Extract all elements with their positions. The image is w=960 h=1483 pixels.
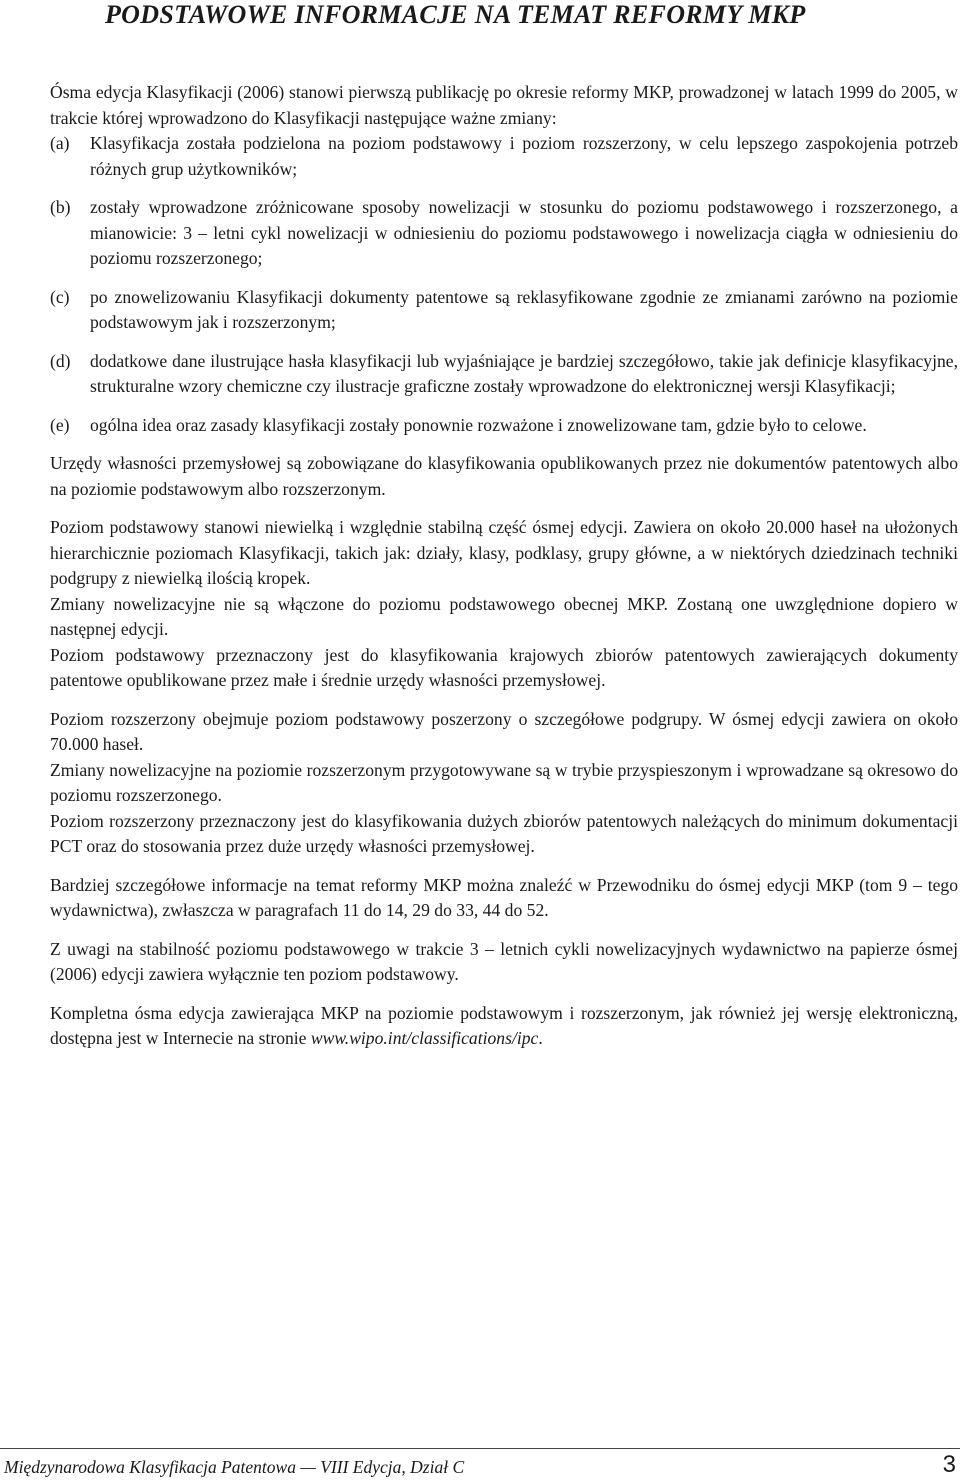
changes-list bbox=[50, 131, 958, 438]
list-item-label: (a) bbox=[50, 133, 70, 153]
list-item bbox=[50, 131, 958, 182]
list-item bbox=[50, 285, 958, 336]
paragraph-internet-edition bbox=[50, 1001, 958, 1052]
footer-title: Międzynarodowa Klasyfikacja Patentowa — VIII Edycja, Dział C bbox=[4, 1457, 465, 1477]
document-body bbox=[50, 80, 958, 1052]
list-item-text: dodatkowe dane ilustrujące hasła klasyfikacji lub wyjaśniające je bardziej szczegółowo, takie jak definicje klasyfikacyjne, strukturalne wzory chemiczne czy ilustracje graficzne zostały wprowadzone do elektronicznej wersji Klasyfikacji; bbox=[90, 350, 958, 396]
list-item bbox=[50, 349, 958, 400]
paragraph-internet-end: . bbox=[538, 1028, 543, 1048]
paragraph-print-edition: Z uwagi na stabilność poziomu podstawowego w trakcie 3 – letnich cykli nowelizacyjnych wydawnictwo na papierze ósmej (2006) edycji zawiera wyłącznie ten poziom podstawowy. bbox=[50, 938, 958, 984]
paragraph-internet-text: Kompletna ósma edycja zawierająca MKP na poziomie podstawowym i rozszerzonym, jak również jej wersję elektroniczną, dostępna jest w Internecie na stronie bbox=[50, 1002, 958, 1048]
list-item-label: (e) bbox=[50, 414, 70, 435]
list-item-label: (d) bbox=[50, 350, 71, 371]
paragraph-advanced-revisions: Zmiany nowelizacyjne na poziomie rozszerzonym przygotowywane są w trybie przyspieszonym i wprowadzane są okresowo do poziomu rozszerzonego. bbox=[50, 759, 958, 805]
list-item-text: zostały wprowadzone zróżnicowane sposoby nowelizacji w stosunku do poziomu podstawowego i rozszerzonego, a mianowicie: 3 – letni cykl nowelizacji w odniesieniu do poziomu podstawowego i nowelizacja ciągła w odniesieniu do poziomu rozszerzonego; bbox=[90, 197, 958, 268]
list-item bbox=[50, 195, 958, 272]
paragraph-advanced-purpose: Poziom rozszerzony przeznaczony jest do klasyfikowania dużych zbiorów patentowych należących do minimum dokumentacji PCT oraz do stosowania przez duże urzędy własności przemysłowej. bbox=[50, 810, 958, 856]
page-title: PODSTAWOWE INFORMACJE NA TEMAT REFORMY MKP bbox=[105, 0, 806, 29]
list-item-text: ogólna idea oraz zasady klasyfikacji zostały ponownie rozważone i znowelizowane tam, gdzie było to celowe. bbox=[90, 414, 867, 435]
list-item-text: Klasyfikacja została podzielona na poziom podstawowy i poziom rozszerzony, w celu lepszego zaspokojenia potrzeb różnych grup użytkowników; bbox=[90, 133, 958, 179]
paragraph-core-level: Poziom podstawowy stanowi niewielką i względnie stabilną część ósmej edycji. Zawiera on około 20.000 haseł na ułożonych hierarchicznie poziomach Klasyfikacji, takich jak: działy, klasy, podklasy, grupy główne, a w niektórych dziedzinach techniki podgrupy z niewielką ilością kropek. bbox=[50, 517, 958, 588]
list-item-label: (c) bbox=[50, 286, 70, 307]
intro-paragraph: Ósma edycja Klasyfikacji (2006) stanowi pierwszą publikację po okresie reformy MKP, prowadzonej w latach 1999 do 2005, w trakcie której wprowadzono do Klasyfikacji następujące ważne zmiany: bbox=[50, 82, 958, 128]
footer-divider bbox=[0, 1448, 960, 1449]
list-item-label: (b) bbox=[50, 197, 71, 217]
wipo-link[interactable]: www.wipo.int/classifications/ipc bbox=[310, 1028, 539, 1048]
list-item-text: po znowelizowaniu Klasyfikacji dokumenty patentowe są reklasyfikowane zgodnie ze zmianami zarówno na poziomie podstawowym jak i rozszerzonym; bbox=[90, 286, 958, 332]
paragraph-core-revisions: Zmiany nowelizacyjne nie są włączone do poziomu podstawowego obecnej MKP. Zostaną one uwzględnione dopiero w następnej edycji. bbox=[50, 593, 958, 639]
page-number: 3 bbox=[942, 1451, 956, 1478]
paragraph-core-purpose: Poziom podstawowy przeznaczony jest do klasyfikowania krajowych zbiorów patentowych zawierających dokumenty patentowe opublikowane przez małe i średnie urzędy własności przemysłowej. bbox=[50, 644, 958, 690]
paragraph-offices: Urzędy własności przemysłowej są zobowiązane do klasyfikowania opublikowanych przez nie dokumentów patentowych albo na poziomie podstawowym albo rozszerzonym. bbox=[50, 453, 958, 499]
paragraph-advanced-level: Poziom rozszerzony obejmuje poziom podstawowy poszerzony o szczegółowe podgrupy. W ósmej edycji zawiera on około 70.000 haseł. bbox=[50, 708, 958, 754]
paragraph-guide-reference: Bardziej szczegółowe informacje na temat reformy MKP można znaleźć w Przewodniku do ósmej edycji MKP (tom 9 – tego wydawnictwa), zwłaszcza w paragrafach 11 do 14, 29 do 33, 44 do 52. bbox=[50, 874, 958, 920]
list-item bbox=[50, 413, 958, 439]
